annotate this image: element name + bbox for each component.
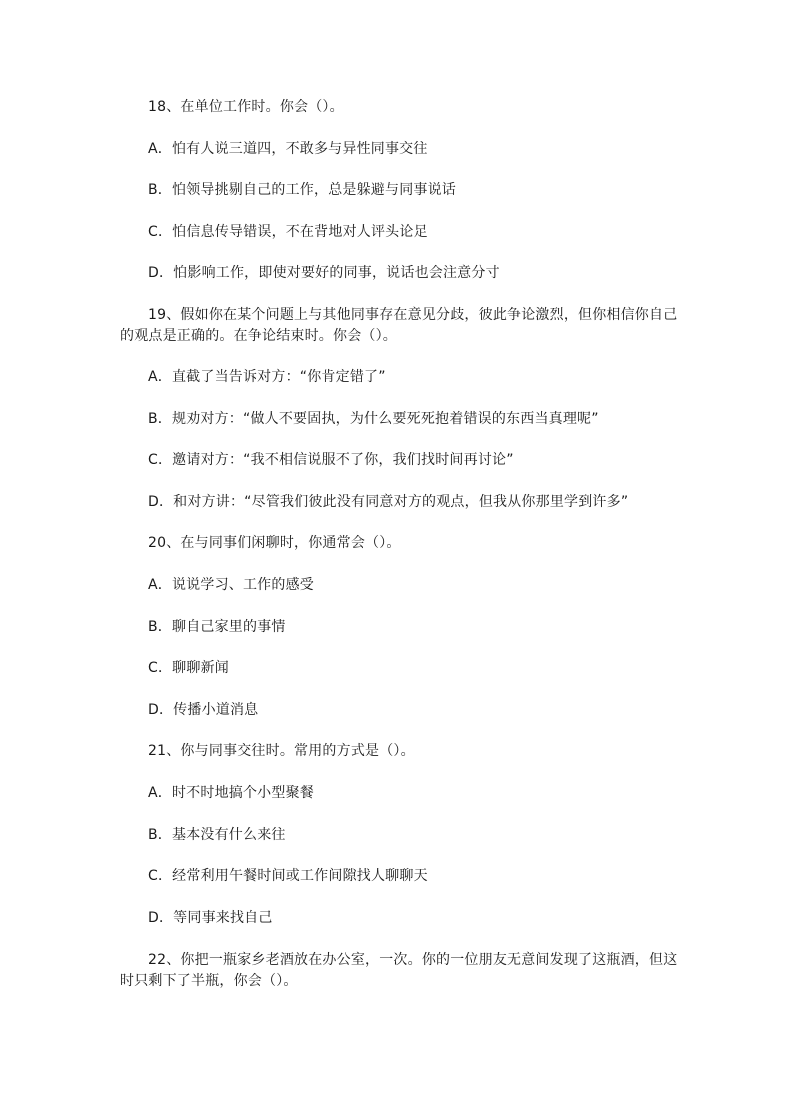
question-21-option-d: D．等同事来找自己 — [148, 910, 273, 926]
question-20-option-b: B．聊自己家里的事情 — [148, 619, 286, 635]
question-18-option-a: A．怕有人说三道四，不敢多与异性同事交往 — [148, 141, 428, 157]
question-19-stem: 19、假如你在某个问题上与其他同事存在意见分歧，彼此争论激烈，但你相信你自己 — [148, 307, 678, 323]
question-21-option-c: C．经常利用午餐时间或工作间隙找人聊聊天 — [148, 868, 428, 884]
question-20-option-a: A．说说学习、工作的感受 — [148, 577, 314, 593]
question-18-option-d: D．怕影响工作，即使对要好的同事，说话也会注意分寸 — [148, 265, 500, 281]
question-19-option-b: B．规劝对方：“做人不要固执，为什么要死死抱着错误的东西当真理呢” — [148, 411, 599, 427]
question-18-stem: 18、在单位工作时。你会（）。 — [148, 99, 344, 115]
question-22-stem: 22、你把一瓶家乡老酒放在办公室，一次。你的一位朋友无意间发现了这瓶酒，但这 — [148, 952, 678, 968]
question-18-option-b: B．怕领导挑剔自己的工作，总是躲避与同事说话 — [148, 182, 457, 198]
question-19-option-c: C．邀请对方：“我不相信说服不了你，我们找时间再讨论” — [148, 452, 514, 468]
question-21-stem: 21、你与同事交往时。常用的方式是（）。 — [148, 743, 415, 759]
question-20-stem: 20、在与同事们闲聊时，你通常会（）。 — [148, 535, 401, 551]
question-19-option-d: D．和对方讲：“尽管我们彼此没有同意对方的观点，但我从你那里学到许多” — [148, 494, 629, 510]
question-21-option-a: A．时不时地搞个小型聚餐 — [148, 785, 314, 801]
question-20-option-c: C．聊聊新闻 — [148, 660, 229, 676]
question-18-option-c: C．怕信息传导错误，不在背地对人评头论足 — [148, 224, 428, 240]
question-21-option-b: B．基本没有什么来往 — [148, 827, 286, 843]
question-22-stem-continued: 时只剩下了半瓶，你会（）。 — [120, 973, 298, 989]
question-19-option-a: A．直截了当告诉对方：“你肯定错了” — [148, 369, 386, 385]
question-19-stem-continued: 的观点是正确的。在争论结束时。你会（）。 — [120, 328, 397, 344]
question-20-option-d: D．传播小道消息 — [148, 702, 259, 718]
